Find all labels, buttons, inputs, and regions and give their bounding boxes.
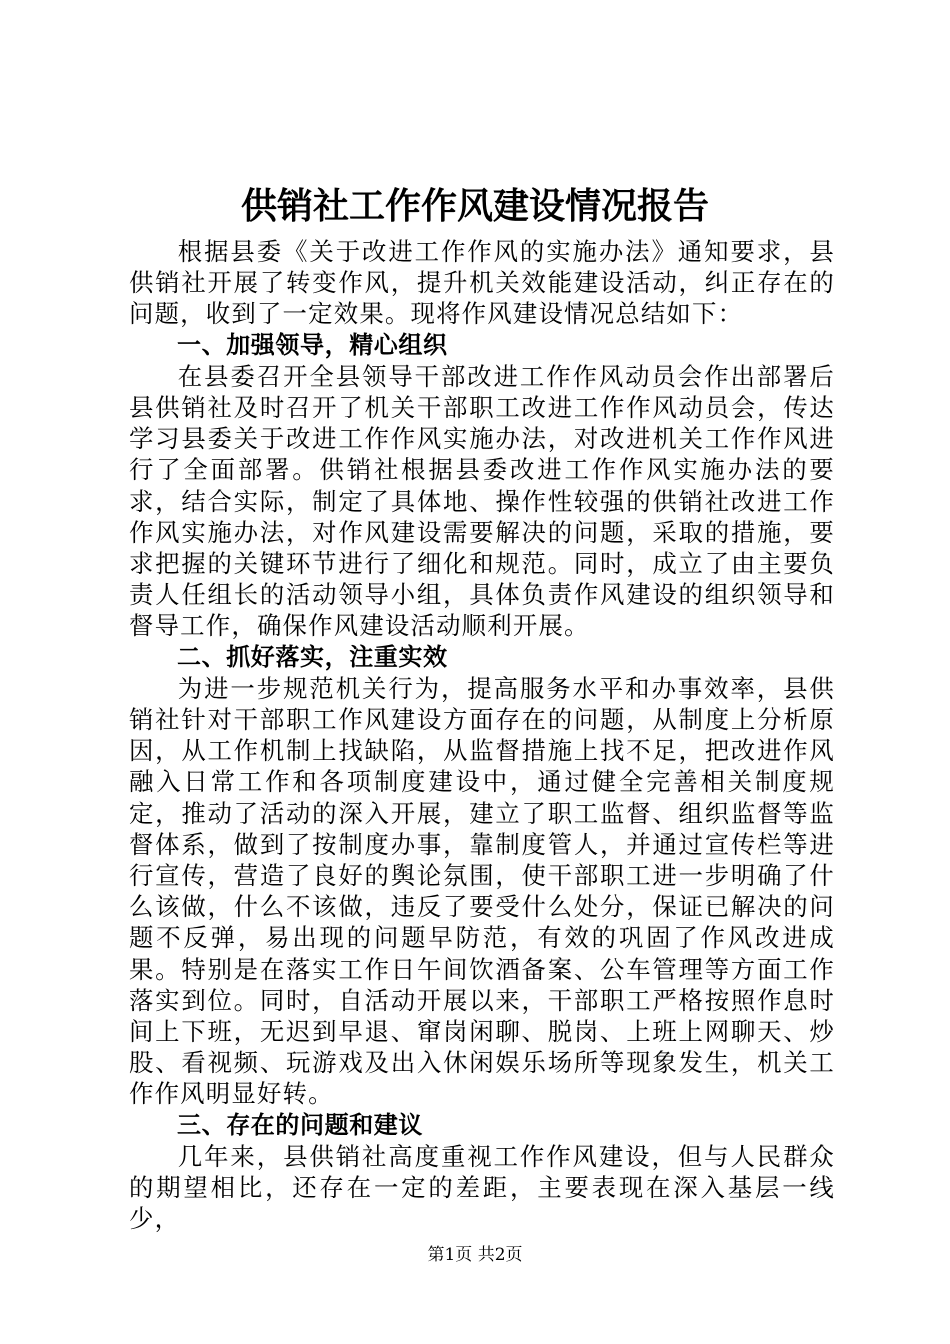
section-heading-1: 一、加强领导，精心组织 [177,330,448,359]
section-body-1: 在县委召开全县领导干部改进工作作风动员会作出部署后县供销社及时召开了机关干部职工改进工作作风动员会，传达学习县委关于改进工作作风实施办法，对改进机关工作作风进行了全面部署。供销社根据县委改进工作作风实施办法的要求，结合实际，制定了具体地、操作性较强的供销社改进工作作风实施办法，对作风建设需要解决的问题，采取的措施，要求把握的关键环节进行了细化和规范。同时，成立了由主要负责人任组长的活动领导小组，具体负责作风建设的组织领导和督导工作，确保作风建设活动顺利开展。 [129,361,835,641]
document-title: 供销社工作作风建设情况报告 [240,186,709,227]
document-body [129,236,835,1235]
section-heading-2: 二、抓好落实，注重实效 [177,642,448,671]
section-body-3: 几年来，县供销社高度重视工作作风建设，但与人民群众的期望相比，还存在一定的差距，主要表现在深入基层一线少， [129,1141,835,1234]
page-footer: 第1页 共2页 [427,1245,523,1265]
section-body-2: 为进一步规范机关行为，提高服务水平和办事效率，县供销社针对干部职工作风建设方面存在的问题，从制度上分析原因，从工作机制上找缺陷，从监督措施上找不足，把改进作风融入日常工作和各项制度建设中，通过健全完善相关制度规定，推动了活动的深入开展，建立了职工监督、组织监督等监督体系，做到了按制度办事，靠制度管人，并通过宣传栏等进行宣传，营造了良好的舆论氛围，使干部职工进一步明确了什么该做，什么不该做，违反了要受什么处分，保证已解决的问题不反弹，易出现的问题早防范，有效的巩固了作风改进成果。特别是在落实工作日午间饮酒备案、公车管理等方面工作落实到位。同时，自活动开展以来，干部职工严格按照作息时间上下班，无迟到早退、窜岗闲聊、脱岗、上班上网聊天、炒股、看视频、玩游戏及出入休闲娱乐场所等现象发生，机关工作作风明显好转。 [129,673,835,1109]
section-heading-3: 三、存在的问题和建议 [177,1110,423,1139]
intro-paragraph: 根据县委《关于改进工作作风的实施办法》通知要求，县供销社开展了转变作风，提升机关效能建设活动，纠正存在的问题，收到了一定效果。现将作风建设情况总结如下： [129,237,835,329]
